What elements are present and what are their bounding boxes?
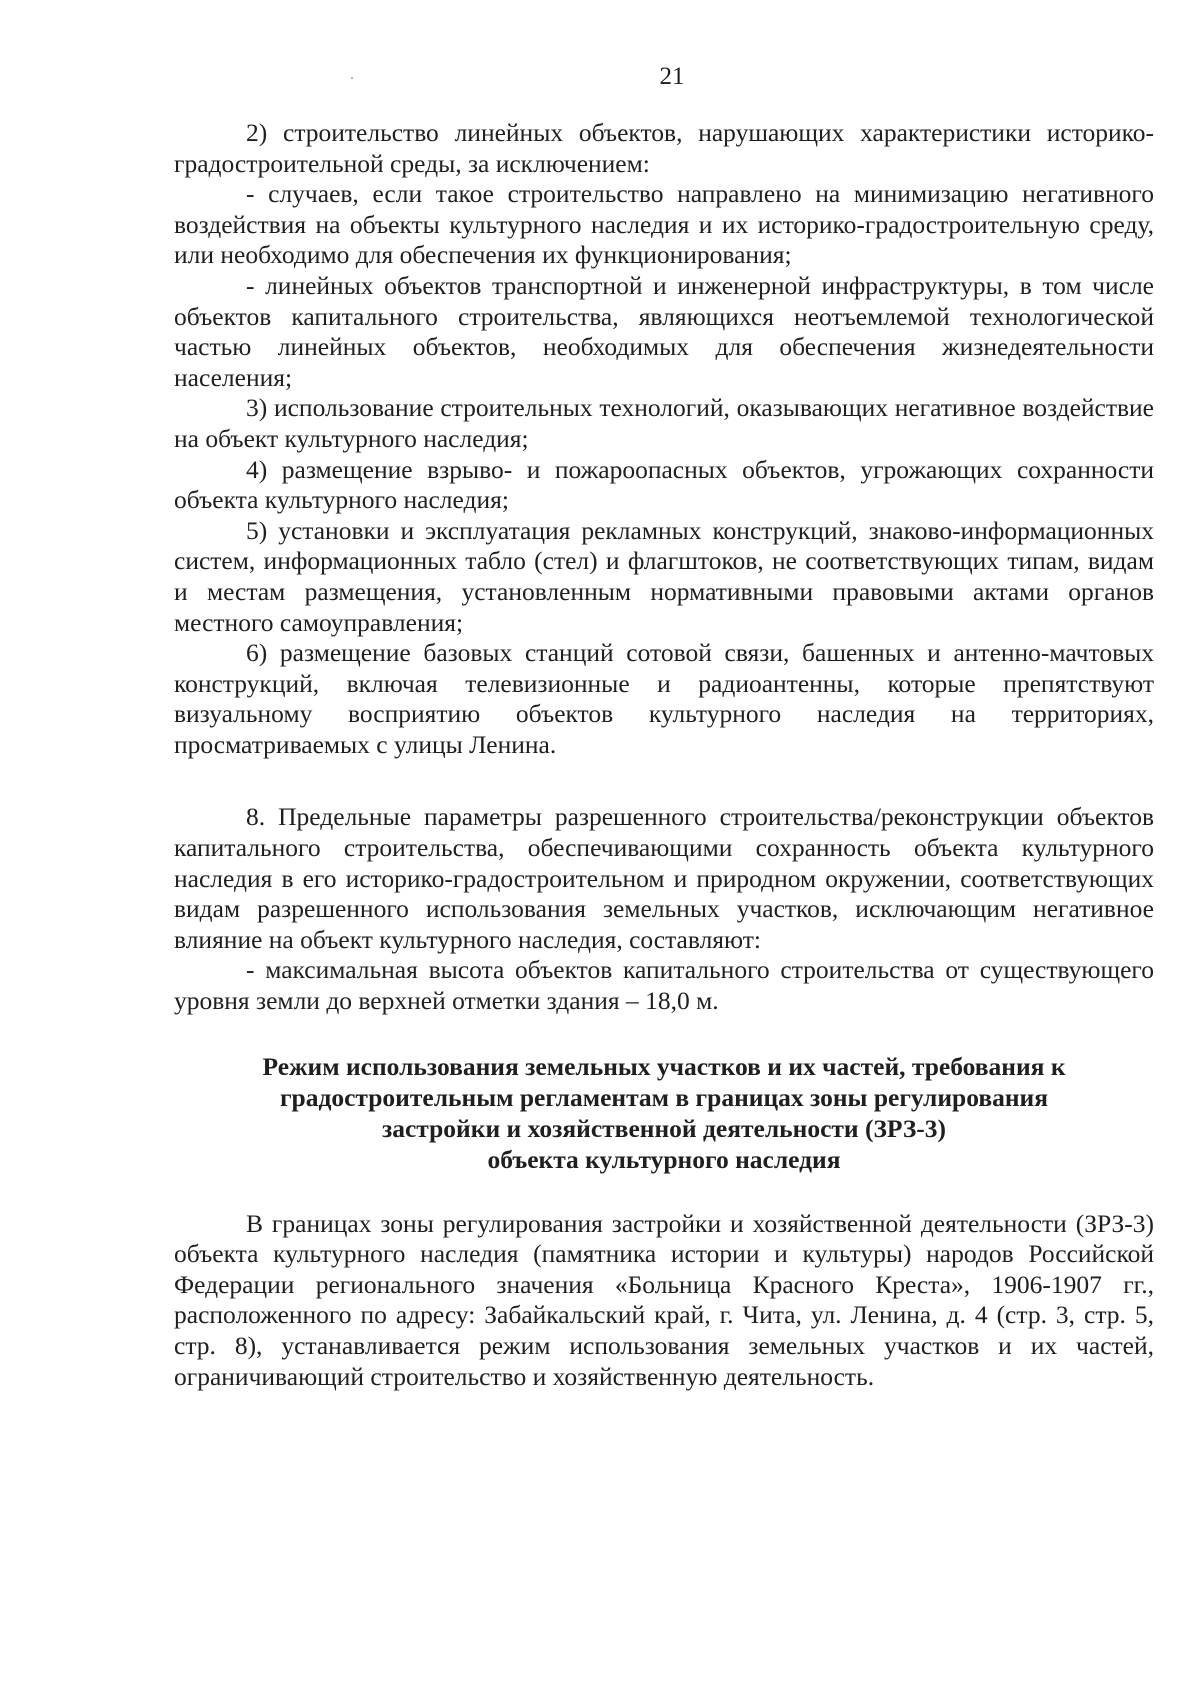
spacer — [174, 760, 1154, 802]
paragraph-item-6: 6) размещение базовых станций сотовой связи, башенных и антенно-мачтовых конструкций, включая телевизионные и радиоантенны, которые препятствуют визуальному восприятию объектов культурного наследия на территориях, просматриваемых с улицы Ленина. — [174, 638, 1154, 759]
heading-line-2: градостроительным регламентам в границах зоны регулирования — [279, 1082, 1049, 1112]
spacer — [174, 1175, 1154, 1209]
page-number: 21 — [659, 63, 685, 90]
paragraph-exception-2: - линейных объектов транспортной и инженерной инфраструктуры, в том числе объектов капитального строительства, являющихся неотъемлемой технологической частью линейных объектов, необходимых для обеспечения жизнедеятельности населения; — [174, 270, 1154, 392]
section-heading — [174, 1051, 1154, 1175]
paragraph-item-5: 5) установки и эксплуатация рекламных конструкций, знаково-информационных систем, информационных табло (стел) и флагштоков, не соответствующих типам, видам и местам размещения, установленным нормативными правовыми актами органов местного самоуправления; — [174, 515, 1154, 637]
paragraph-item-4: 4) размещение взрыво- и пожароопасных объектов, угрожающих сохранности объекта культурного наследия; — [174, 454, 1154, 515]
spacer — [174, 1017, 1154, 1051]
paragraph-item-3: 3) использование строительных технологий, оказывающих негативное воздействие на объект культурного наследия; — [174, 393, 1154, 453]
paragraph-exception-1: - случаев, если такое строительство направлено на минимизацию негативного воздействия на объекты культурного наследия и их историко-градостроительную среду, или необходимо для обеспечения их функционирования; — [174, 179, 1154, 270]
paragraph-item-2: 2) строительство линейных объектов, нарушающих характеристики историко-градостроительной среды, за исключением: — [174, 118, 1154, 178]
paragraph-max-height: - максимальная высота объектов капитального строительства от существующего уровня земли до верхней отметки здания – 18,0 м. — [174, 955, 1154, 1016]
heading-line-3: застройки и хозяйственной деятельности (ЗРЗ-3) — [381, 1113, 947, 1143]
document-body — [174, 118, 1154, 1392]
heading-line-4: объекта культурного наследия — [487, 1144, 841, 1174]
paragraph-closing: В границах зоны регулирования застройки и хозяйственной деятельности (ЗРЗ-3) объекта культурного наследия (памятника истории и культуры) народов Российской Федерации регионального значения «Больница Красного Креста», 1906-1907 гг., расположенного по адресу: Забайкальский край, г. Чита, ул. Ленина, д. 4 (стр. 3, стр. 5, стр. 8), устанавливается режим использования земельных участков и их частей, ограничивающий строительство и хозяйственную деятельность. — [174, 1208, 1154, 1391]
heading-line-1: Режим использования земельных участков и их частей, требования к — [262, 1051, 1066, 1081]
paragraph-section-8: 8. Предельные параметры разрешенного строительства/реконструкции объектов капитального строительства, обеспечивающими сохранность объекта культурного наследия в его историко-градостроительном и природном окружении, соответствующих видам разрешенного использования земельных участков, исключающим негативное влияние на объект культурного наследия, составляют: — [174, 802, 1154, 954]
